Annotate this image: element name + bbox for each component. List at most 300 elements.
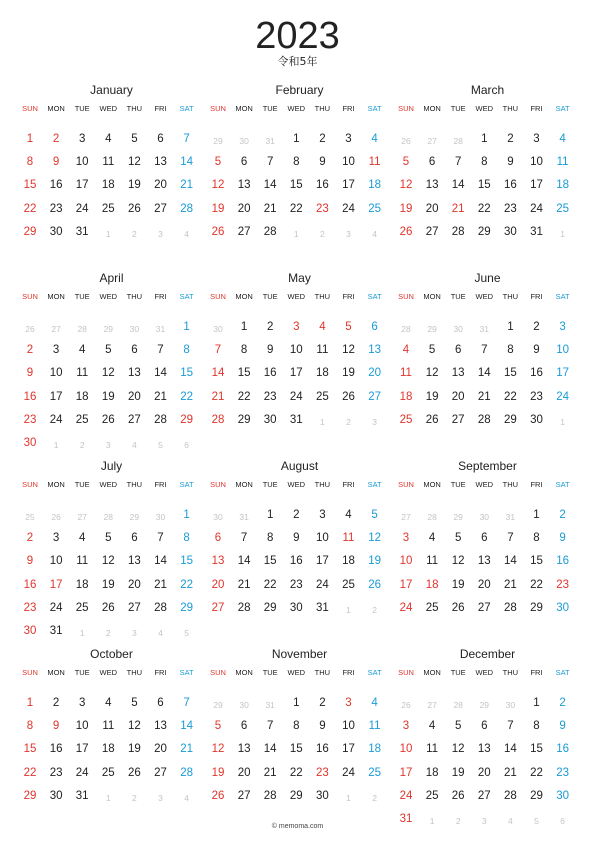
adjacent-month-day: 1 [320, 416, 325, 427]
adjacent-month-day: 26 [401, 136, 411, 146]
weekday-header-sat: SAT [555, 480, 570, 489]
day-cell: 24 [75, 766, 89, 779]
adjacent-month-day: 1 [105, 792, 111, 803]
day-cell: 15 [237, 367, 251, 380]
day-cell: 28 [154, 413, 167, 426]
day-cell: 18 [399, 390, 413, 403]
weekday-header-mon: MON [47, 104, 65, 113]
adjacent-month-day: 31 [265, 136, 275, 146]
adjacent-month-day: 3 [372, 416, 377, 427]
adjacent-month-day: 31 [155, 324, 166, 334]
day-cell: 6 [371, 321, 378, 333]
weekday-header-sun: SUN [210, 292, 226, 301]
day-cell: 15 [289, 179, 303, 192]
day-cell: 4 [428, 720, 436, 733]
day-cell: 8 [240, 344, 248, 357]
day-cell: 5 [371, 509, 378, 521]
day-cell: 9 [319, 720, 326, 733]
day-cell: 23 [23, 413, 37, 426]
day-cell: 25 [315, 390, 329, 403]
weekday-header-thu: THU [126, 292, 143, 301]
day-cell: 1 [533, 509, 540, 521]
day-cell: 21 [263, 766, 277, 779]
month-name: May [288, 271, 311, 285]
day-cell: 12 [451, 555, 465, 568]
day-cell: 1 [266, 509, 274, 521]
day-cell: 19 [211, 766, 225, 779]
day-cell: 29 [530, 789, 543, 802]
weekday-header-fri: FRI [342, 480, 355, 489]
day-cell: 3 [78, 133, 86, 145]
day-cell: 28 [263, 789, 277, 802]
adjacent-month-day: 1 [346, 604, 351, 615]
adjacent-month-day: 28 [401, 324, 411, 334]
day-cell: 15 [530, 555, 543, 568]
day-cell: 20 [237, 766, 251, 779]
day-cell: 19 [425, 390, 439, 403]
day-cell: 27 [154, 202, 167, 215]
day-cell: 30 [315, 789, 329, 802]
day-cell: 20 [127, 578, 141, 591]
day-cell: 11 [368, 156, 381, 169]
day-cell: 19 [399, 202, 413, 215]
adjacent-month-day: 30 [213, 512, 223, 522]
day-cell: 1 [183, 509, 190, 521]
day-cell: 7 [157, 344, 164, 357]
weekday-header-mon: MON [235, 668, 253, 677]
day-cell: 27 [127, 601, 141, 614]
adjacent-month-day: 27 [427, 700, 437, 710]
adjacent-month-day: 1 [79, 628, 85, 638]
adjacent-month-day: 25 [25, 512, 35, 522]
weekday-header-fri: FRI [154, 104, 167, 113]
day-cell: 25 [368, 202, 381, 215]
weekday-header-thu: THU [502, 480, 519, 489]
day-cell: 2 [559, 509, 566, 521]
day-cell: 24 [75, 202, 89, 215]
weekday-header-wed: WED [475, 480, 494, 489]
day-cell: 20 [154, 179, 167, 192]
weekday-header-fri: FRI [342, 292, 355, 301]
day-cell: 16 [23, 390, 37, 403]
day-cell: 27 [237, 225, 251, 238]
day-cell: 27 [127, 413, 141, 426]
day-cell: 30 [530, 413, 543, 426]
day-cell: 13 [154, 156, 167, 169]
day-cell: 19 [451, 578, 465, 591]
day-cell: 14 [211, 367, 225, 380]
day-cell: 26 [342, 390, 355, 403]
day-cell: 19 [211, 202, 225, 215]
day-cell: 28 [180, 766, 193, 779]
day-cell: 24 [399, 601, 413, 614]
day-cell: 9 [507, 156, 514, 169]
day-cell: 11 [76, 555, 89, 568]
weekday-header-fri: FRI [530, 104, 543, 113]
day-cell: 6 [481, 720, 488, 733]
adjacent-month-day: 6 [560, 816, 565, 826]
weekday-header-thu: THU [126, 104, 143, 113]
weekday-header-tue: TUE [262, 292, 278, 301]
day-cell: 12 [451, 743, 465, 756]
day-cell: 31 [530, 225, 543, 238]
adjacent-month-day: 30 [453, 324, 463, 334]
day-cell: 16 [23, 578, 37, 591]
adjacent-month-day: 1 [560, 416, 565, 427]
day-cell: 24 [49, 601, 63, 614]
adjacent-month-day: 28 [453, 136, 463, 146]
day-cell: 3 [402, 532, 410, 545]
month-name: April [99, 271, 124, 285]
day-cell: 4 [105, 697, 112, 709]
adjacent-month-day: 2 [455, 816, 461, 826]
day-cell: 8 [293, 156, 300, 169]
day-cell: 12 [399, 179, 413, 192]
adjacent-month-day: 31 [505, 512, 516, 522]
weekday-header-sat: SAT [367, 480, 382, 489]
day-cell: 3 [559, 321, 566, 333]
day-cell: 13 [425, 179, 439, 192]
day-cell: 14 [237, 555, 251, 568]
day-cell: 26 [127, 202, 141, 215]
adjacent-month-day: 4 [132, 440, 137, 450]
weekday-header-sun: SUN [210, 480, 226, 489]
adjacent-month-day: 5 [184, 628, 189, 638]
adjacent-month-day: 29 [213, 136, 223, 146]
day-cell: 7 [183, 133, 190, 145]
weekday-header-fri: FRI [154, 480, 167, 489]
day-cell: 6 [157, 697, 164, 709]
day-cell: 19 [127, 743, 141, 756]
day-cell: 7 [183, 697, 190, 709]
day-cell: 13 [237, 179, 251, 192]
day-cell: 9 [26, 555, 34, 568]
day-cell: 21 [180, 743, 193, 756]
adjacent-month-day: 1 [560, 228, 565, 239]
day-cell: 6 [481, 532, 488, 545]
adjacent-month-day: 1 [105, 228, 111, 239]
day-cell: 17 [289, 367, 303, 380]
weekday-header-fri: FRI [342, 104, 355, 113]
day-cell: 30 [556, 601, 569, 614]
weekday-header-wed: WED [99, 292, 118, 301]
weekday-header-sun: SUN [210, 104, 226, 113]
day-cell: 16 [503, 179, 517, 192]
day-cell: 2 [293, 509, 300, 521]
day-cell: 20 [368, 367, 381, 380]
day-cell: 13 [477, 743, 491, 756]
day-cell: 20 [477, 578, 491, 591]
day-cell: 20 [237, 202, 251, 215]
adjacent-month-day: 3 [105, 440, 111, 450]
day-cell: 21 [154, 578, 167, 591]
adjacent-month-day: 31 [265, 700, 275, 710]
day-cell: 26 [101, 601, 115, 614]
weekday-header-sat: SAT [179, 292, 194, 301]
day-cell: 2 [52, 133, 60, 145]
day-cell: 13 [154, 720, 167, 733]
day-cell: 5 [454, 720, 462, 733]
adjacent-month-day: 29 [129, 512, 140, 522]
adjacent-month-day: 2 [372, 604, 377, 615]
day-cell: 18 [101, 179, 115, 192]
day-cell: 24 [342, 202, 355, 215]
day-cell: 8 [26, 720, 34, 733]
day-cell: 5 [345, 321, 352, 333]
day-cell: 23 [556, 766, 569, 779]
day-cell: 25 [368, 766, 381, 779]
day-cell: 22 [477, 202, 491, 215]
adjacent-month-day: 4 [372, 228, 377, 239]
weekday-header-fri: FRI [342, 668, 355, 677]
adjacent-month-day: 28 [427, 512, 437, 522]
weekday-header-sun: SUN [398, 104, 414, 113]
weekday-header-sun: SUN [210, 668, 226, 677]
day-cell: 16 [556, 743, 569, 756]
day-cell: 1 [26, 697, 34, 709]
adjacent-month-day: 26 [25, 324, 35, 334]
day-cell: 29 [23, 225, 37, 238]
day-cell: 21 [154, 390, 167, 403]
day-cell: 26 [451, 789, 465, 802]
day-cell: 15 [23, 179, 37, 192]
day-cell: 11 [400, 367, 412, 380]
day-cell: 18 [75, 390, 89, 403]
weekday-header-sun: SUN [22, 480, 38, 489]
day-cell: 2 [319, 697, 326, 709]
day-cell: 23 [23, 601, 37, 614]
day-cell: 1 [293, 133, 300, 145]
adjacent-month-day: 30 [239, 136, 249, 146]
weekday-header-tue: TUE [262, 104, 278, 113]
day-cell: 10 [530, 156, 543, 169]
weekday-header-mon: MON [235, 292, 253, 301]
day-cell: 1 [507, 321, 514, 333]
day-cell: 14 [263, 179, 277, 192]
day-cell: 30 [49, 789, 63, 802]
day-cell: 13 [477, 555, 491, 568]
day-cell: 12 [425, 367, 439, 380]
day-cell: 4 [78, 344, 86, 357]
day-cell: 23 [49, 766, 63, 779]
day-cell: 22 [237, 390, 251, 403]
adjacent-month-day: 2 [132, 792, 137, 803]
day-cell: 8 [533, 720, 540, 733]
day-cell: 28 [503, 789, 517, 802]
adjacent-month-day: 27 [427, 136, 437, 146]
adjacent-month-day: 30 [155, 512, 166, 522]
day-cell: 10 [315, 532, 329, 545]
day-cell: 29 [263, 601, 277, 614]
weekday-header-mon: MON [423, 480, 441, 489]
weekday-header-sun: SUN [398, 292, 414, 301]
day-cell: 21 [263, 202, 277, 215]
day-cell: 22 [263, 578, 277, 591]
day-cell: 3 [319, 509, 326, 521]
day-cell: 4 [371, 697, 378, 709]
day-cell: 27 [211, 601, 225, 614]
day-cell: 8 [533, 532, 540, 545]
day-cell: 2 [26, 532, 34, 545]
day-cell: 12 [342, 344, 355, 357]
day-cell: 3 [52, 344, 60, 357]
day-cell: 28 [180, 202, 193, 215]
day-cell: 12 [101, 555, 115, 568]
day-cell: 6 [428, 156, 436, 169]
day-cell: 13 [368, 344, 381, 357]
era-title: 令和5年 [277, 55, 318, 68]
month-name: March [470, 83, 505, 97]
day-cell: 14 [154, 367, 167, 380]
day-cell: 29 [180, 601, 193, 614]
day-cell: 17 [75, 179, 89, 192]
day-cell: 27 [451, 413, 465, 426]
day-cell: 2 [266, 321, 274, 333]
day-cell: 25 [399, 413, 413, 426]
day-cell: 8 [26, 156, 34, 169]
day-cell: 5 [454, 532, 462, 545]
day-cell: 17 [399, 578, 413, 591]
day-cell: 7 [214, 344, 222, 357]
day-cell: 28 [263, 225, 277, 238]
day-cell: 10 [75, 156, 89, 169]
adjacent-month-day: 30 [213, 324, 223, 334]
day-cell: 12 [127, 156, 141, 169]
footer-credit: © memoma.com [271, 823, 324, 830]
adjacent-month-day: 26 [401, 700, 411, 710]
day-cell: 19 [127, 179, 141, 192]
adjacent-month-day: 30 [239, 700, 249, 710]
weekday-header-thu: THU [314, 104, 331, 113]
day-cell: 30 [289, 601, 303, 614]
adjacent-month-day: 28 [103, 512, 114, 522]
day-cell: 5 [214, 156, 222, 169]
day-cell: 14 [180, 720, 193, 733]
day-cell: 22 [530, 578, 543, 591]
day-cell: 21 [477, 390, 491, 403]
weekday-header-wed: WED [287, 480, 306, 489]
weekday-header-tue: TUE [450, 292, 466, 301]
day-cell: 13 [127, 555, 141, 568]
day-cell: 18 [425, 578, 439, 591]
day-cell: 22 [289, 766, 303, 779]
day-cell: 10 [556, 344, 569, 357]
day-cell: 3 [293, 321, 300, 333]
day-cell: 30 [503, 225, 517, 238]
day-cell: 1 [533, 697, 540, 709]
day-cell: 1 [240, 321, 248, 333]
day-cell: 25 [425, 789, 439, 802]
weekday-header-tue: TUE [450, 480, 466, 489]
adjacent-month-day: 5 [534, 816, 539, 826]
day-cell: 4 [78, 532, 86, 545]
day-cell: 26 [368, 578, 381, 591]
day-cell: 9 [559, 532, 566, 545]
day-cell: 4 [559, 133, 566, 145]
adjacent-month-day: 6 [184, 440, 189, 450]
day-cell: 14 [503, 555, 517, 568]
month-name: November [271, 647, 328, 661]
adjacent-month-day: 4 [158, 628, 163, 638]
weekday-header-sun: SUN [22, 668, 38, 677]
day-cell: 7 [454, 156, 462, 169]
day-cell: 31 [75, 225, 89, 238]
day-cell: 6 [131, 344, 138, 357]
day-cell: 6 [214, 532, 222, 545]
weekday-header-sat: SAT [367, 104, 382, 113]
day-cell: 11 [102, 720, 115, 733]
day-cell: 1 [26, 133, 34, 145]
day-cell: 21 [237, 578, 251, 591]
day-cell: 20 [477, 766, 491, 779]
day-cell: 23 [315, 766, 329, 779]
day-cell: 25 [101, 766, 115, 779]
month-name: July [100, 459, 123, 473]
day-cell: 14 [180, 156, 193, 169]
weekday-header-sat: SAT [555, 104, 570, 113]
day-cell: 29 [289, 789, 303, 802]
adjacent-month-day: 2 [320, 228, 325, 239]
day-cell: 22 [180, 578, 193, 591]
day-cell: 7 [266, 156, 274, 169]
day-cell: 18 [368, 179, 381, 192]
day-cell: 20 [127, 390, 141, 403]
adjacent-month-day: 27 [51, 324, 61, 334]
day-cell: 30 [23, 625, 37, 637]
day-cell: 5 [131, 697, 138, 709]
day-cell: 4 [345, 509, 352, 521]
day-cell: 23 [289, 578, 303, 591]
weekday-header-thu: THU [126, 480, 143, 489]
day-cell: 7 [507, 720, 514, 733]
year-title: 2023 [255, 15, 340, 57]
day-cell: 7 [266, 720, 274, 733]
day-cell: 6 [454, 344, 462, 357]
month-name: October [90, 647, 133, 661]
weekday-header-tue: TUE [262, 668, 278, 677]
day-cell: 27 [368, 390, 381, 403]
day-cell: 10 [342, 720, 355, 733]
day-cell: 30 [263, 413, 277, 426]
weekday-header-sun: SUN [398, 480, 414, 489]
day-cell: 17 [315, 555, 329, 568]
day-cell: 11 [102, 156, 115, 169]
adjacent-month-day: 3 [158, 228, 163, 239]
day-cell: 24 [49, 413, 63, 426]
day-cell: 17 [399, 766, 413, 779]
day-cell: 23 [530, 390, 543, 403]
day-cell: 12 [211, 743, 225, 756]
day-cell: 22 [180, 390, 193, 403]
day-cell: 11 [556, 156, 569, 169]
day-cell: 6 [240, 720, 248, 733]
weekday-header-fri: FRI [154, 292, 167, 301]
day-cell: 22 [530, 766, 543, 779]
day-cell: 1 [183, 321, 190, 333]
day-cell: 8 [507, 344, 514, 357]
day-cell: 12 [368, 532, 381, 545]
day-cell: 25 [556, 202, 569, 215]
day-cell: 26 [101, 413, 115, 426]
day-cell: 25 [425, 601, 439, 614]
day-cell: 26 [451, 601, 465, 614]
day-cell: 15 [263, 555, 277, 568]
weekday-header-sun: SUN [22, 292, 38, 301]
day-cell: 31 [399, 813, 413, 825]
adjacent-month-day: 26 [51, 512, 61, 522]
adjacent-month-day: 27 [77, 512, 87, 522]
weekday-header-thu: THU [314, 480, 331, 489]
